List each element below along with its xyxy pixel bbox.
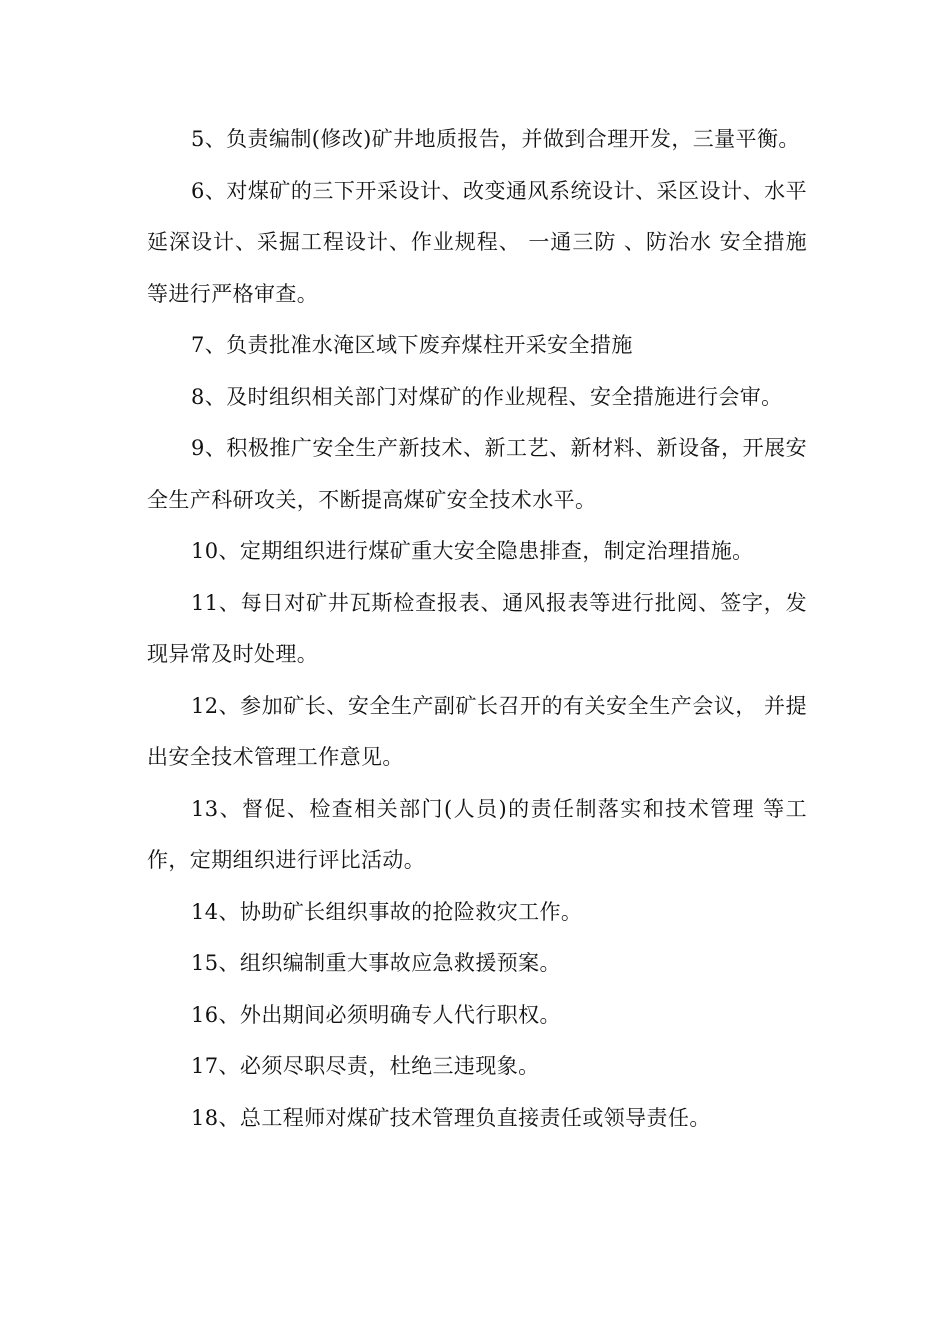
paragraph-item-15: 15、组织编制重大事故应急救援预案。 [191,951,561,975]
paragraph-item-18: 18、总工程师对煤矿技术管理负直接责任或领导责任。 [191,1105,711,1130]
paragraph-item-16: 16、外出期间必须明确专人代行职权。 [191,1002,561,1027]
paragraph-item-13: 13、督促、检查相关部门(人员)的责任制落实和技术管理 等工作，定期组织进行评比活动。 [147,796,807,872]
paragraph-item-6: 6、对煤矿的三下开采设计、改变通风系统设计、采区设计、水平延深设计、采掘工程设计、作业规程、 一通三防 、防治水 安全措施等进行严格审查。 [147,178,807,306]
paragraph-item-10: 10、定期组织进行煤矿重大安全隐患排查，制定治理措施。 [191,539,754,563]
paragraph-item-7: 7、负责批准水淹区域下废弃煤柱开采安全措施 [191,333,633,357]
paragraph-item-8: 8、及时组织相关部门对煤矿的作业规程、安全措施进行会审。 [191,384,783,409]
paragraph-item-17: 17、必须尽职尽责，杜绝三违现象。 [191,1054,540,1078]
paragraph-item-14: 14、协助矿长组织事故的抢险救灾工作。 [191,899,583,924]
document-body [147,114,807,1144]
paragraph-item-9: 9、积极推广安全生产新技术、新工艺、新材料、新设备，开展安全生产科研攻关，不断提高煤矿安全技术水平。 [147,436,807,512]
paragraph-item-11: 11、每日对矿井瓦斯检查报表、通风报表等进行批阅、签字，发现异常及时处理。 [147,590,807,666]
paragraph-item-12: 12、参加矿长、安全生产副矿长召开的有关安全生产会议， 并提出安全技术管理工作意见。 [147,693,807,769]
paragraph-item-5: 5、负责编制(修改)矿井地质报告，并做到合理开发，三量平衡。 [191,127,800,151]
